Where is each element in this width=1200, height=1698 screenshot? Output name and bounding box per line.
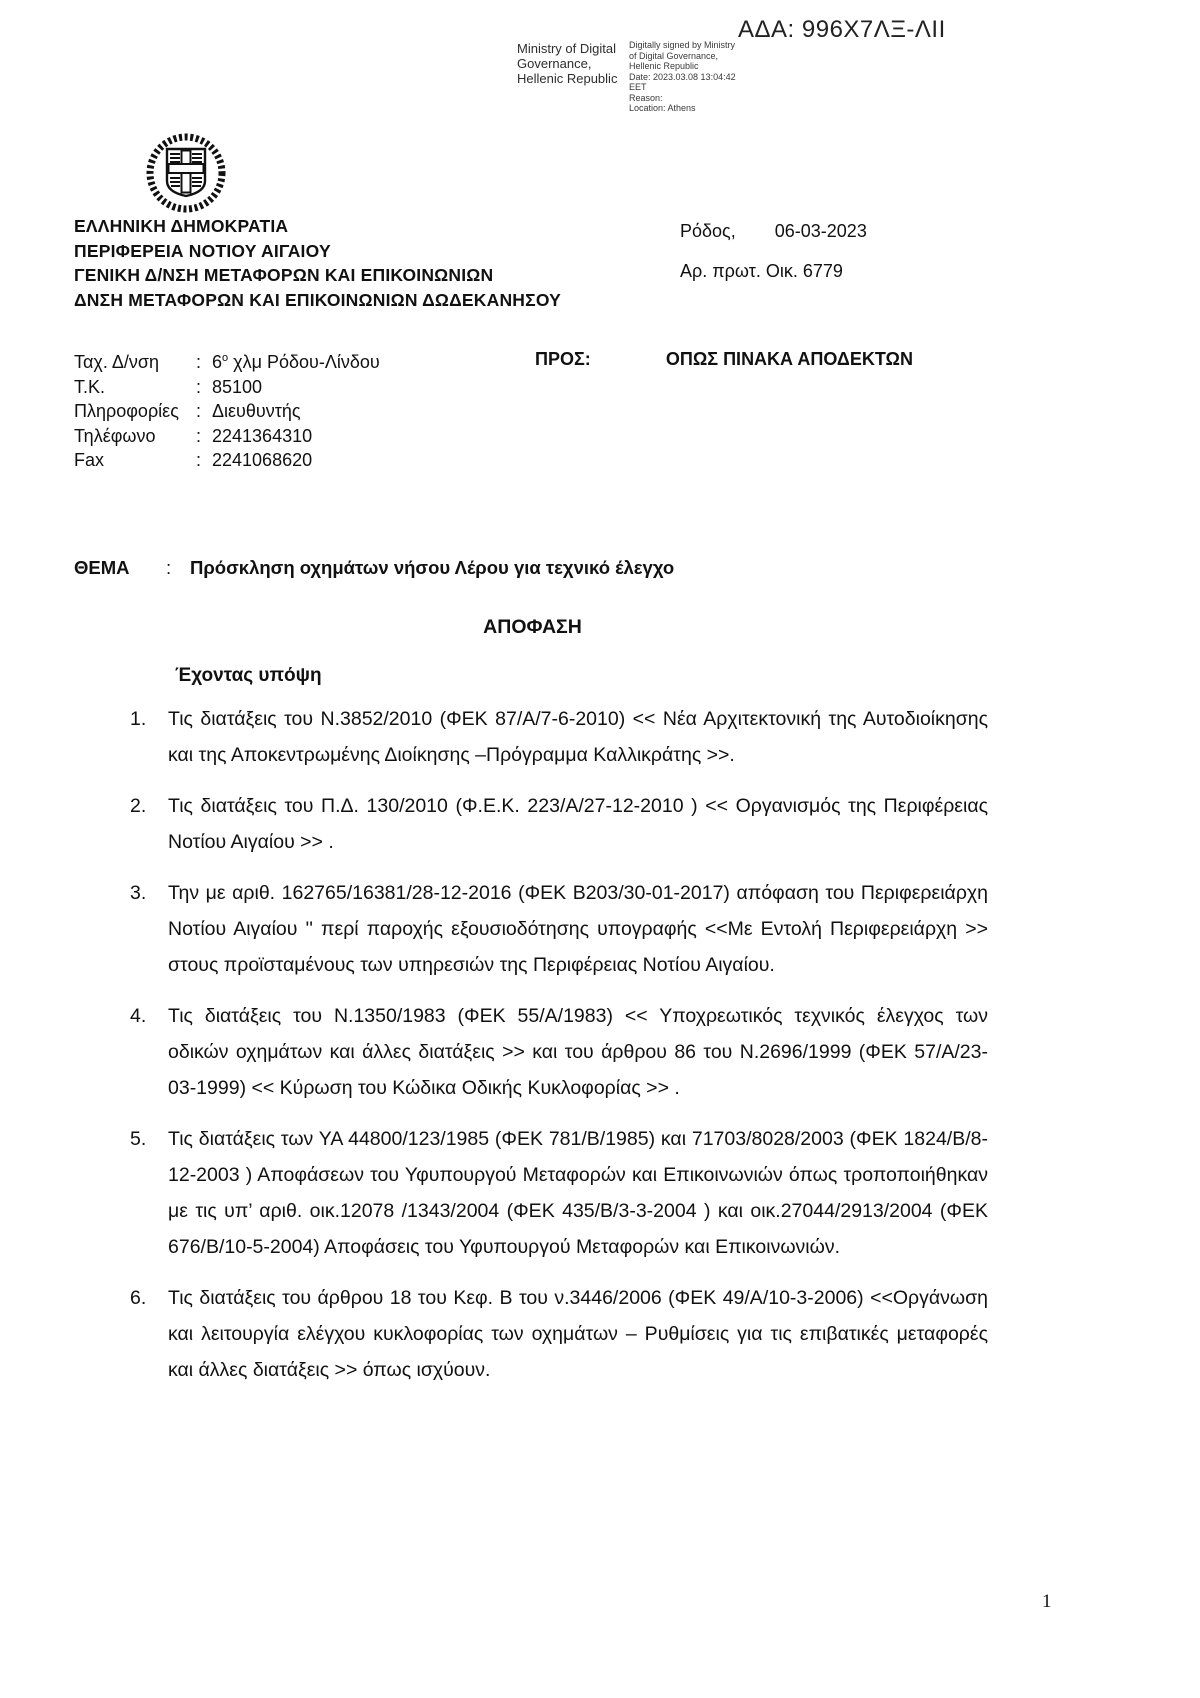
colon-separator: : (196, 352, 202, 372)
contact-info-block (74, 346, 380, 473)
colon-separator: : (196, 425, 202, 446)
address-value: $6^o$ χλμ Ρόδου-Λίνδου (212, 352, 380, 372)
signature-detail-line: Digitally signed by Ministry (629, 40, 736, 50)
protocol-number: Αρ. πρωτ. Οικ. 6779 (680, 261, 843, 281)
list-item (130, 788, 988, 860)
ordinal-superscript: ο (222, 352, 229, 364)
contact-row-postcode (74, 375, 380, 400)
list-item (130, 1121, 988, 1265)
contact-row-information (74, 399, 380, 424)
fax-value: 2241068620 (212, 450, 313, 471)
org-line-general-directorate: ΓΕΝΙΚΗ Δ/ΝΣΗ ΜΕΤΑΦΟΡΩΝ ΚΑΙ ΕΠΙΚΟΙΝΩΝΙΩΝ (74, 265, 494, 285)
colon-separator: : (166, 557, 172, 578)
postcode-value: 85100 (212, 376, 263, 397)
signer-line: Ministry of Digital (517, 41, 616, 56)
digital-signature-signer (517, 41, 629, 86)
fax-label: Fax (74, 450, 105, 471)
list-item-text: Τις διατάξεις του Ν.3852/2010 (ΦΕΚ 87/Α/7-6-2010) << Νέα Αρχιτεκτονική της Αυτοδιοίκησης και της Αποκεντρωμένης Διοίκησης –Πρόγραμμα Καλλικράτης >>. (168, 708, 988, 766)
list-item-text: Τις διατάξεις του Π.Δ. 130/2010 (Φ.Ε.Κ. 223/Α/27-12-2010 ) << Οργανισμός της Περιφέρειας Νοτίου Αιγαίου >> . (168, 795, 988, 853)
organization-header (74, 214, 561, 312)
information-label: Πληροφορίες (74, 401, 179, 422)
list-item-number: 6. (130, 1287, 147, 1309)
signature-detail-line: Hellenic Republic (629, 61, 699, 71)
ada-code: ΑΔΑ: 996Χ7ΛΞ-ΛΙΙ (738, 16, 946, 43)
phone-value: 2241364310 (212, 425, 313, 446)
list-item (130, 701, 988, 773)
list-item-number: 5. (130, 1128, 147, 1150)
legal-basis-list (130, 701, 988, 1403)
contact-row-fax (74, 448, 380, 473)
list-item-number: 1. (130, 708, 147, 730)
greek-republic-emblem-icon (142, 131, 230, 224)
signature-detail-line: Location: Athens (629, 103, 696, 113)
list-item-number: 2. (130, 795, 147, 817)
list-item (130, 1280, 988, 1388)
city-and-date (680, 221, 867, 242)
signature-detail-line: of Digital Governance, (629, 50, 719, 61)
colon-separator: : (196, 450, 202, 471)
list-item-text: Την με αριθ. 162765/16381/28-12-2016 (ΦΕΚ Β203/30-01-2017) απόφαση του Περιφερειάρχη Νοτίου Αιγαίου '' περί παροχής εξουσιοδότησης υπογραφής <<Με Εντολή Περιφερειάρχη >> στους προϊσταμένους των υπηρεσιών της Περιφέρειας Νοτίου Αιγαίου. (168, 882, 988, 976)
having-regard-heading: Έχοντας υπόψη (175, 665, 322, 686)
subject-label: ΘΕΜΑ (74, 557, 130, 578)
subject-text: Πρόσκληση οχημάτων νήσου Λέρου για τεχνικό έλεγχο (190, 557, 675, 578)
page-number: 1 (1042, 1591, 1052, 1612)
recipient-label: ΠΡΟΣ: (535, 349, 591, 369)
contact-row-address (74, 346, 380, 375)
contact-row-phone (74, 424, 380, 449)
recipient-value: ΟΠΩΣ ΠΙΝΑΚΑ ΑΠΟΔΕΚΤΩΝ (665, 349, 913, 369)
document-date: 06-03-2023 (774, 221, 867, 241)
information-value: Διευθυντής (212, 401, 301, 422)
list-item (130, 875, 988, 983)
postcode-label: Τ.Κ. (74, 376, 106, 397)
colon-separator: : (196, 401, 202, 422)
digital-signature-details (629, 40, 736, 114)
decision-title: ΑΠΟΦΑΣΗ (483, 616, 582, 638)
phone-label: Τηλέφωνο (74, 425, 156, 446)
signer-line: Hellenic Republic (517, 71, 618, 86)
subject-line (74, 557, 674, 579)
signature-detail-line: Reason: (629, 92, 663, 103)
list-item-text: Τις διατάξεις των ΥΑ 44800/123/1985 (ΦΕΚ 781/Β/1985) και 71703/8028/2003 (ΦΕΚ 1824/Β/8-12-2003 ) Αποφάσεων του Υφυπουργού Μεταφορών και Επικοινωνιών όπως τροποποιήθηκαν με τις υπ’ αριθ. οικ.12078 /1343/2004 (ΦΕΚ 435/Β/3-3-2004 ) και οικ.27044/2913/2004 (ΦΕΚ 676/Β/10-5-2004) Αποφάσεις του Υφυπουργού Μεταφορών και Επικοινωνιών. (168, 1128, 988, 1258)
list-item-number: 3. (130, 882, 147, 904)
signature-detail-line: EET (629, 82, 647, 92)
list-item-text: Τις διατάξεις του άρθρου 18 του Κεφ. Β του ν.3446/2006 (ΦΕΚ 49/Α/10-3-2006) <<Οργάνωση και λειτουργία ελέγχου κυκλοφορίας των οχημάτων – Ρυθμίσεις για τις επιβατικές μεταφορές και άλλες διατάξεις >> όπως ισχύουν. (168, 1287, 988, 1381)
recipient-block (535, 349, 913, 370)
signature-detail-line: Date: 2023.03.08 13:04:42 (629, 71, 736, 82)
org-line-republic: ΕΛΛΗΝΙΚΗ ΔΗΜΟΚΡΑΤΙΑ (74, 216, 289, 236)
address-label: Ταχ. Δ/νση (74, 352, 160, 372)
list-item-number: 4. (130, 1005, 147, 1027)
org-line-region: ΠΕΡΙΦΕΡΕΙΑ ΝΟΤΙΟΥ ΑΙΓΑΙΟΥ (74, 240, 331, 261)
list-item (130, 998, 988, 1106)
signer-line: Governance, (517, 56, 592, 71)
list-item-text: Τις διατάξεις του Ν.1350/1983 (ΦΕΚ 55/Α/1983) << Υποχρεωτικός τεχνικός έλεγχος των οδικών οχημάτων και άλλες διατάξεις >> και του άρθρου 86 του Ν.2696/1999 (ΦΕΚ 57/Α/23-03-1999) << Κύρωση του Κώδικα Οδικής Κυκλοφορίας >> . (168, 1005, 988, 1099)
colon-separator: : (196, 376, 202, 397)
city-label: Ρόδος, (680, 221, 736, 241)
org-line-directorate: ΔΝΣΗ ΜΕΤΑΦΟΡΩΝ ΚΑΙ ΕΠΙΚΟΙΝΩΝΙΩΝ ΔΩΔΕΚΑΝΗΣΟΥ (74, 289, 562, 310)
